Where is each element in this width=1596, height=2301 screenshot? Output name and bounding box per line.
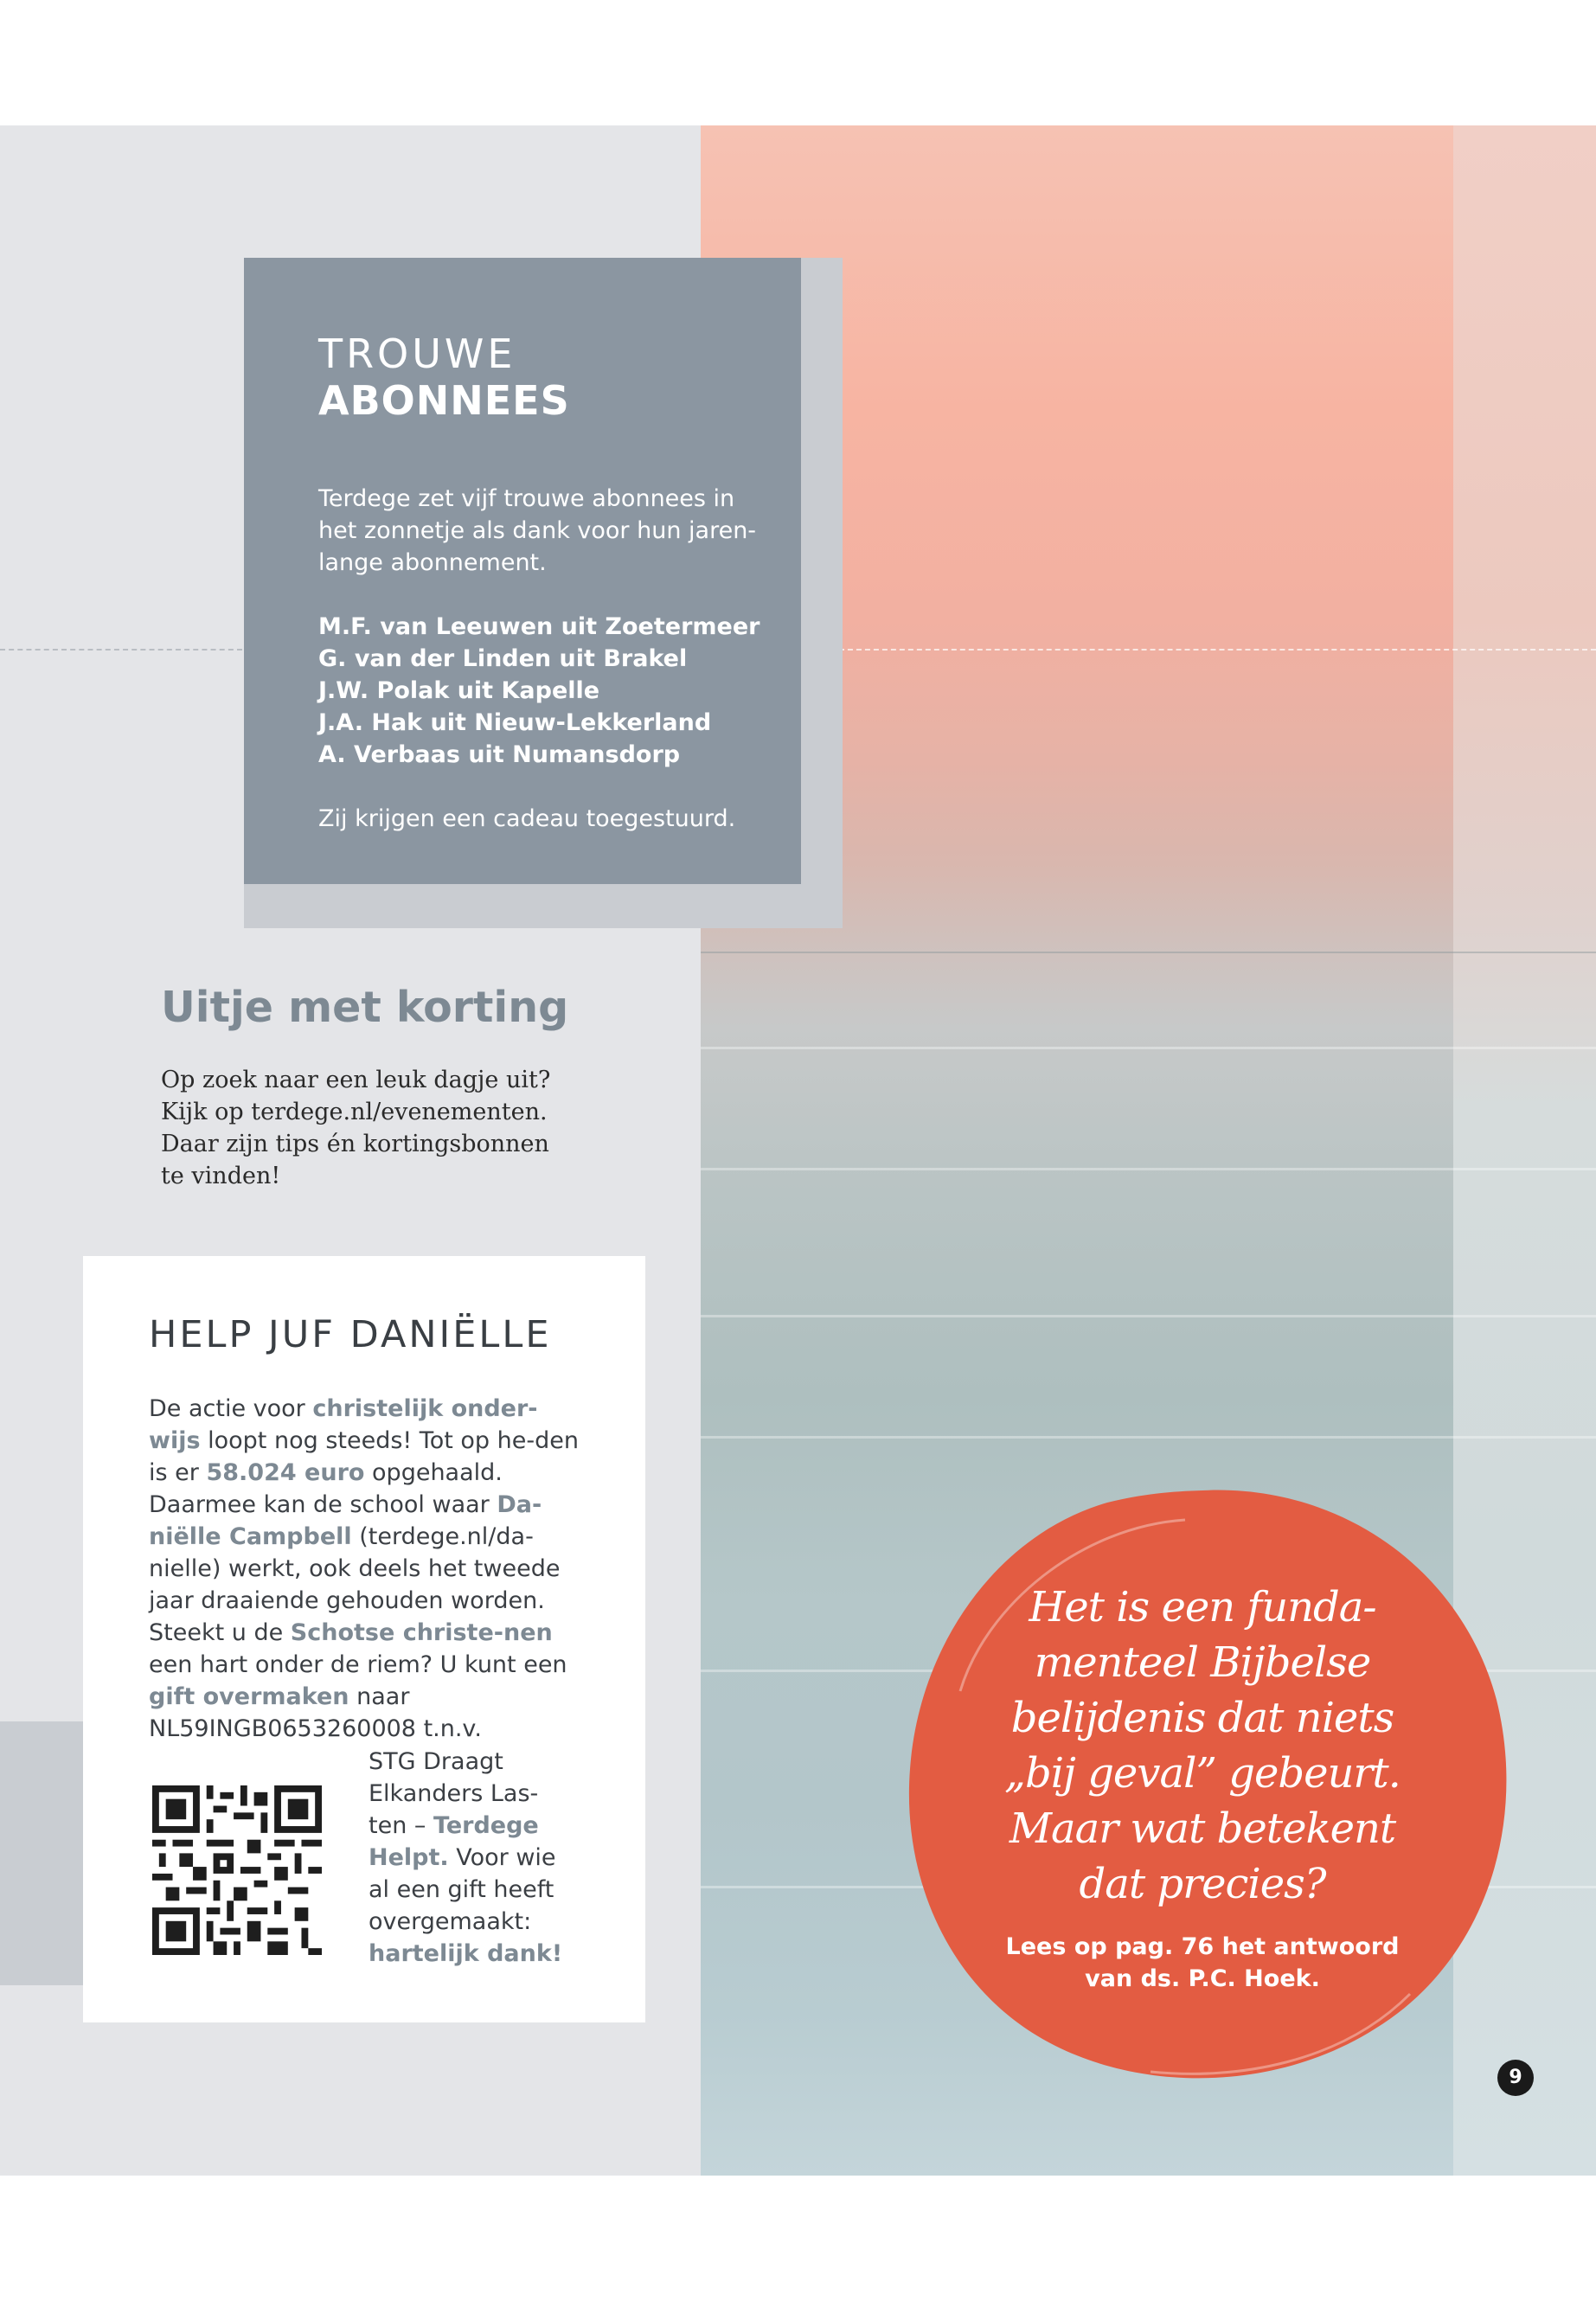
help-text: (terdege.nl/da-nielle) werkt, ook deels het tweede jaar draaiende gehouden worden. Steekt u de — [149, 1523, 561, 1646]
help-highlight: Terdege Helpt. — [369, 1812, 539, 1871]
dashed-divider — [0, 649, 242, 651]
page-number: 9 — [1497, 2060, 1534, 2096]
help-highlight: 58.024 euro — [206, 1459, 365, 1486]
wave-line — [701, 1315, 1596, 1317]
help-highlight: hartelijk dank! — [369, 1940, 563, 1967]
subscriber-name: G. van der Linden uit Brakel — [318, 645, 688, 672]
subscribers-intro: Terdege zet vijf trouwe abonnees in het zonnetje als dank voor hun jaren-lange abonnement. — [318, 485, 757, 576]
help-text: loopt nog steeds! Tot op he-den is er — [149, 1427, 579, 1486]
subscribers-title-line1: TROUWE — [318, 330, 516, 377]
help-text: Voor wie al een gift heeft overgemaakt: — [369, 1844, 556, 1935]
help-text: STG Draagt Elkanders Las-ten – — [369, 1748, 539, 1839]
outing-text: Op zoek naar een leuk dagje uit? Kijk op terdege.nl/evenementen. Daar zijn tips én kortingsbonnen te vinden! — [161, 1067, 551, 1189]
help-highlight: christelijk onder-wijs — [149, 1395, 538, 1454]
subscribers-box — [244, 258, 801, 884]
wave-line — [701, 1047, 1596, 1049]
help-highlight: Da-niëlle Campbell — [149, 1491, 542, 1550]
help-highlight: gift overmaken — [149, 1683, 349, 1710]
outing-title: Uitje met korting — [161, 983, 569, 1032]
horizon-line — [701, 952, 1596, 953]
dashed-divider — [804, 649, 1596, 651]
subscriber-name: M.F. van Leeuwen uit Zoetermeer — [318, 613, 760, 640]
subscriber-name: A. Verbaas uit Numansdorp — [318, 741, 681, 768]
subscriber-name: J.W. Polak uit Kapelle — [318, 677, 600, 704]
help-text: een hart onder de riem? U kunt een — [149, 1651, 567, 1678]
help-box — [83, 1256, 645, 2022]
subscribers-title-line2: ABONNEES — [318, 377, 570, 424]
subscribers-outro: Zij krijgen een cadeau toegestuurd. — [318, 805, 736, 832]
qr-code[interactable] — [152, 1785, 322, 1955]
subscribers-names — [318, 611, 766, 771]
help-text: naar NL59INGB0653260008 t.n.v. — [149, 1683, 482, 1742]
help-text: De actie voor — [149, 1395, 313, 1422]
help-title: HELP JUF DANIËLLE — [149, 1313, 552, 1356]
help-highlight: Schotse christe-nen — [290, 1619, 553, 1646]
wave-line — [701, 1436, 1596, 1439]
help-body — [149, 1393, 581, 1745]
help-text: opgehaald. Daarmee kan de school waar — [149, 1459, 503, 1518]
wave-line — [701, 1168, 1596, 1170]
subscriber-name: J.A. Hak uit Nieuw-Lekkerland — [318, 709, 712, 736]
quote-reference: Lees op pag. 76 het antwoord van ds. P.C. Hoek. — [1005, 1933, 1400, 1992]
quote-text: Het is een funda-menteel Bijbelse belijdenis dat niets „bij geval” gebeurt. Maar wat betekent dat precies? — [1004, 1583, 1401, 1908]
help-side-text — [369, 1746, 567, 1970]
